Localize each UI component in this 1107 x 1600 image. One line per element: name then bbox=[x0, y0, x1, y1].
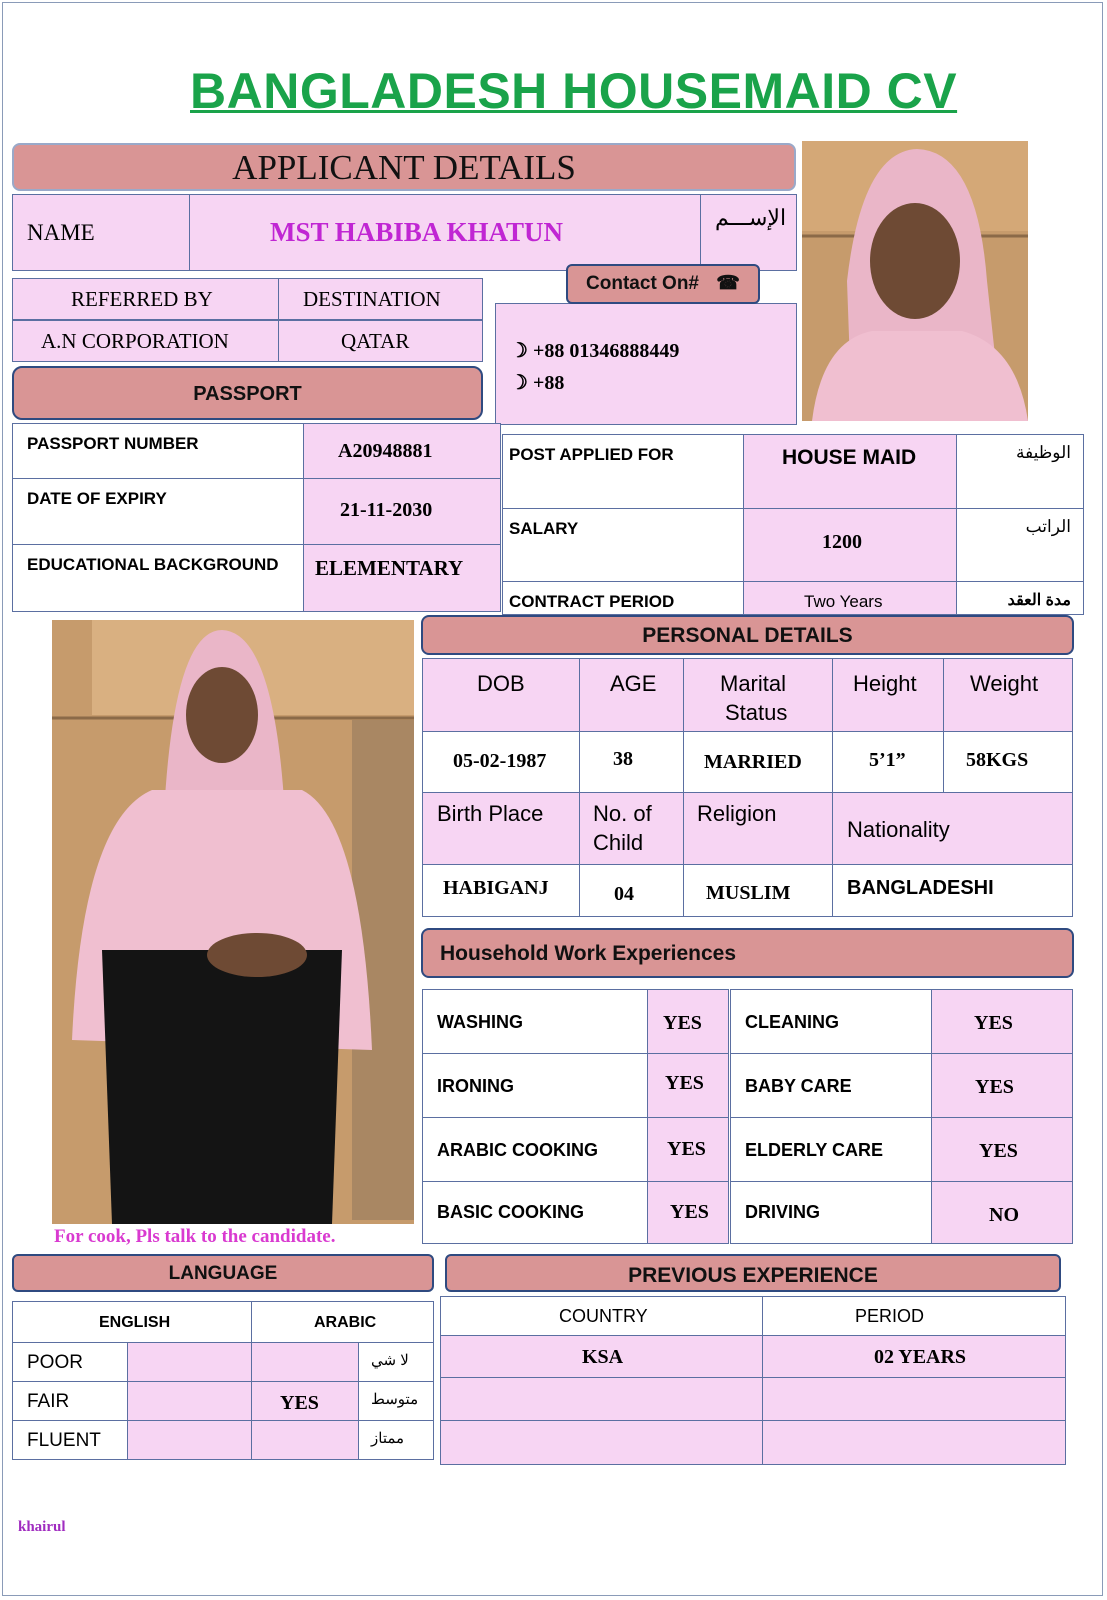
education-value-cell: ELEMENTARY bbox=[303, 544, 501, 612]
passport-number-label-cell: PASSPORT NUMBER bbox=[12, 423, 304, 479]
previous-country-value: KSA bbox=[440, 1335, 763, 1378]
language-fair-arabic-label: متوسط bbox=[358, 1381, 434, 1421]
experience-row-1-label: WASHING bbox=[422, 989, 648, 1054]
language-fluent-label: FLUENT bbox=[12, 1420, 128, 1460]
nationality-label-cell: Nationality bbox=[832, 792, 1073, 865]
experience-row-1-right-value: YES bbox=[931, 989, 1073, 1054]
experience-row-4-value: YES bbox=[647, 1181, 729, 1244]
name-arabic-cell: الإســـم bbox=[700, 194, 797, 271]
experience-row-4-right-label: DRIVING bbox=[730, 1181, 932, 1244]
name-label-cell: NAME bbox=[12, 194, 190, 271]
education-label-cell: EDUCATIONAL BACKGROUND bbox=[12, 544, 304, 612]
language-poor-arabic-label: لا شي bbox=[358, 1342, 434, 1382]
passport-number-value-cell: A20948881 bbox=[303, 423, 501, 479]
experience-row-2-right-label: BABY CARE bbox=[730, 1053, 932, 1118]
applicant-full-body-photo bbox=[52, 620, 414, 1224]
language-english-header: ENGLISH bbox=[12, 1301, 252, 1343]
contract-label-cell: CONTRACT PERIOD bbox=[502, 581, 744, 615]
full-body-illustration bbox=[52, 620, 414, 1224]
previous-empty-row-1-country bbox=[440, 1377, 763, 1421]
experience-row-2-value: YES bbox=[647, 1053, 729, 1118]
previous-empty-row-1-period bbox=[762, 1377, 1066, 1421]
previous-period-value: 02 YEARS bbox=[762, 1335, 1066, 1378]
previous-experience-header: PREVIOUS EXPERIENCE bbox=[445, 1254, 1061, 1292]
name-value-cell bbox=[189, 194, 701, 271]
post-arabic-cell: الوظيفة bbox=[956, 434, 1084, 509]
destination-label-cell: DESTINATION bbox=[278, 278, 483, 320]
destination-value-cell: QATAR bbox=[278, 320, 483, 362]
experience-row-4-right-value: NO bbox=[931, 1181, 1073, 1244]
language-poor-arabic bbox=[251, 1342, 359, 1382]
previous-empty-row-2-period bbox=[762, 1420, 1066, 1465]
contract-value-cell: Two Years bbox=[743, 581, 957, 615]
language-fair-label: FAIR bbox=[12, 1381, 128, 1421]
referred-value-cell: A.N CORPORATION bbox=[12, 320, 279, 362]
phone-icon: ☽ bbox=[510, 372, 528, 394]
age-value-cell: 38 bbox=[579, 731, 684, 793]
phone-number-2: +88 bbox=[532, 372, 565, 394]
children-label-cell: No. of Child bbox=[579, 792, 684, 865]
expiry-value-cell: 21-11-2030 bbox=[303, 478, 501, 545]
dob-value-cell: 05-02-1987 bbox=[422, 731, 580, 793]
experience-row-1-right-label: CLEANING bbox=[730, 989, 932, 1054]
height-value-cell: 5’1” bbox=[832, 731, 944, 793]
contact-header: Contact On# ☎ bbox=[566, 264, 760, 304]
phone-icon: ☽ bbox=[510, 340, 528, 362]
contact-box bbox=[495, 303, 797, 425]
footer-signature: khairul bbox=[18, 1519, 66, 1535]
contract-arabic-cell: مدة العقد bbox=[956, 581, 1084, 615]
weight-value-cell: 58KGS bbox=[943, 731, 1073, 793]
referred-label-cell: REFERRED BY bbox=[12, 278, 279, 320]
applicant-details-header: APPLICANT DETAILS bbox=[12, 143, 796, 191]
portrait-illustration bbox=[802, 141, 1028, 421]
religion-value-cell: MUSLIM bbox=[683, 864, 833, 917]
applicant-portrait-photo bbox=[802, 141, 1028, 421]
language-header: LANGUAGE bbox=[12, 1254, 434, 1292]
experience-row-3-right-value: YES bbox=[931, 1117, 1073, 1182]
previous-period-header: PERIOD bbox=[762, 1296, 1066, 1336]
personal-details-header: PERSONAL DETAILS bbox=[421, 615, 1074, 655]
birthplace-value-cell: HABIGANJ bbox=[422, 864, 580, 917]
applicant-name: MST HABIBA KHATUN bbox=[270, 217, 564, 247]
birthplace-label-cell: Birth Place bbox=[422, 792, 580, 865]
salary-arabic-cell: الراتب bbox=[956, 508, 1084, 582]
language-poor-label: POOR bbox=[12, 1342, 128, 1382]
dob-label-cell: DOB bbox=[422, 658, 580, 732]
cooking-note: For cook, Pls talk to the candidate. bbox=[54, 1226, 336, 1247]
passport-header: PASSPORT bbox=[12, 366, 483, 420]
language-fluent-arabic-label: ممتاز bbox=[358, 1420, 434, 1460]
language-fair-english bbox=[127, 1381, 252, 1421]
salary-value-cell: 1200 bbox=[743, 508, 957, 582]
experience-row-4-label: BASIC COOKING bbox=[422, 1181, 648, 1244]
age-label-cell: AGE bbox=[579, 658, 684, 732]
children-value-cell: 04 bbox=[579, 864, 684, 917]
previous-empty-row-2-country bbox=[440, 1420, 763, 1465]
page-title: BANGLADESH HOUSEMAID CV bbox=[190, 63, 958, 119]
experience-row-3-right-label: ELDERLY CARE bbox=[730, 1117, 932, 1182]
marital-label-cell: Marital Status bbox=[683, 658, 833, 732]
experience-row-1-value: YES bbox=[647, 989, 729, 1054]
experience-row-2-label: IRONING bbox=[422, 1053, 648, 1118]
phone-number-1: +88 01346888449 bbox=[532, 340, 680, 362]
telephone-icon: ☎ bbox=[716, 273, 740, 294]
language-poor-english bbox=[127, 1342, 252, 1382]
household-work-header: Household Work Experiences bbox=[421, 928, 1074, 978]
religion-label-cell: Religion bbox=[683, 792, 833, 865]
language-fluent-arabic bbox=[251, 1420, 359, 1460]
language-arabic-header: ARABIC bbox=[251, 1301, 434, 1343]
expiry-label-cell: DATE OF EXPIRY bbox=[12, 478, 304, 545]
experience-row-2-right-value: YES bbox=[931, 1053, 1073, 1118]
experience-row-3-value: YES bbox=[647, 1117, 729, 1182]
height-label-cell: Height bbox=[832, 658, 944, 732]
previous-country-header: COUNTRY bbox=[440, 1296, 763, 1336]
experience-row-3-label: ARABIC COOKING bbox=[422, 1117, 648, 1182]
language-fluent-english bbox=[127, 1420, 252, 1460]
language-fair-arabic: YES bbox=[251, 1381, 359, 1421]
post-label-cell: POST APPLIED FOR bbox=[502, 434, 744, 509]
marital-value-cell: MARRIED bbox=[683, 731, 833, 793]
post-value-cell: HOUSE MAID bbox=[743, 434, 957, 509]
weight-label-cell: Weight bbox=[943, 658, 1073, 732]
salary-label-cell: SALARY bbox=[502, 508, 744, 582]
nationality-value-cell: BANGLADESHI bbox=[832, 864, 1073, 917]
